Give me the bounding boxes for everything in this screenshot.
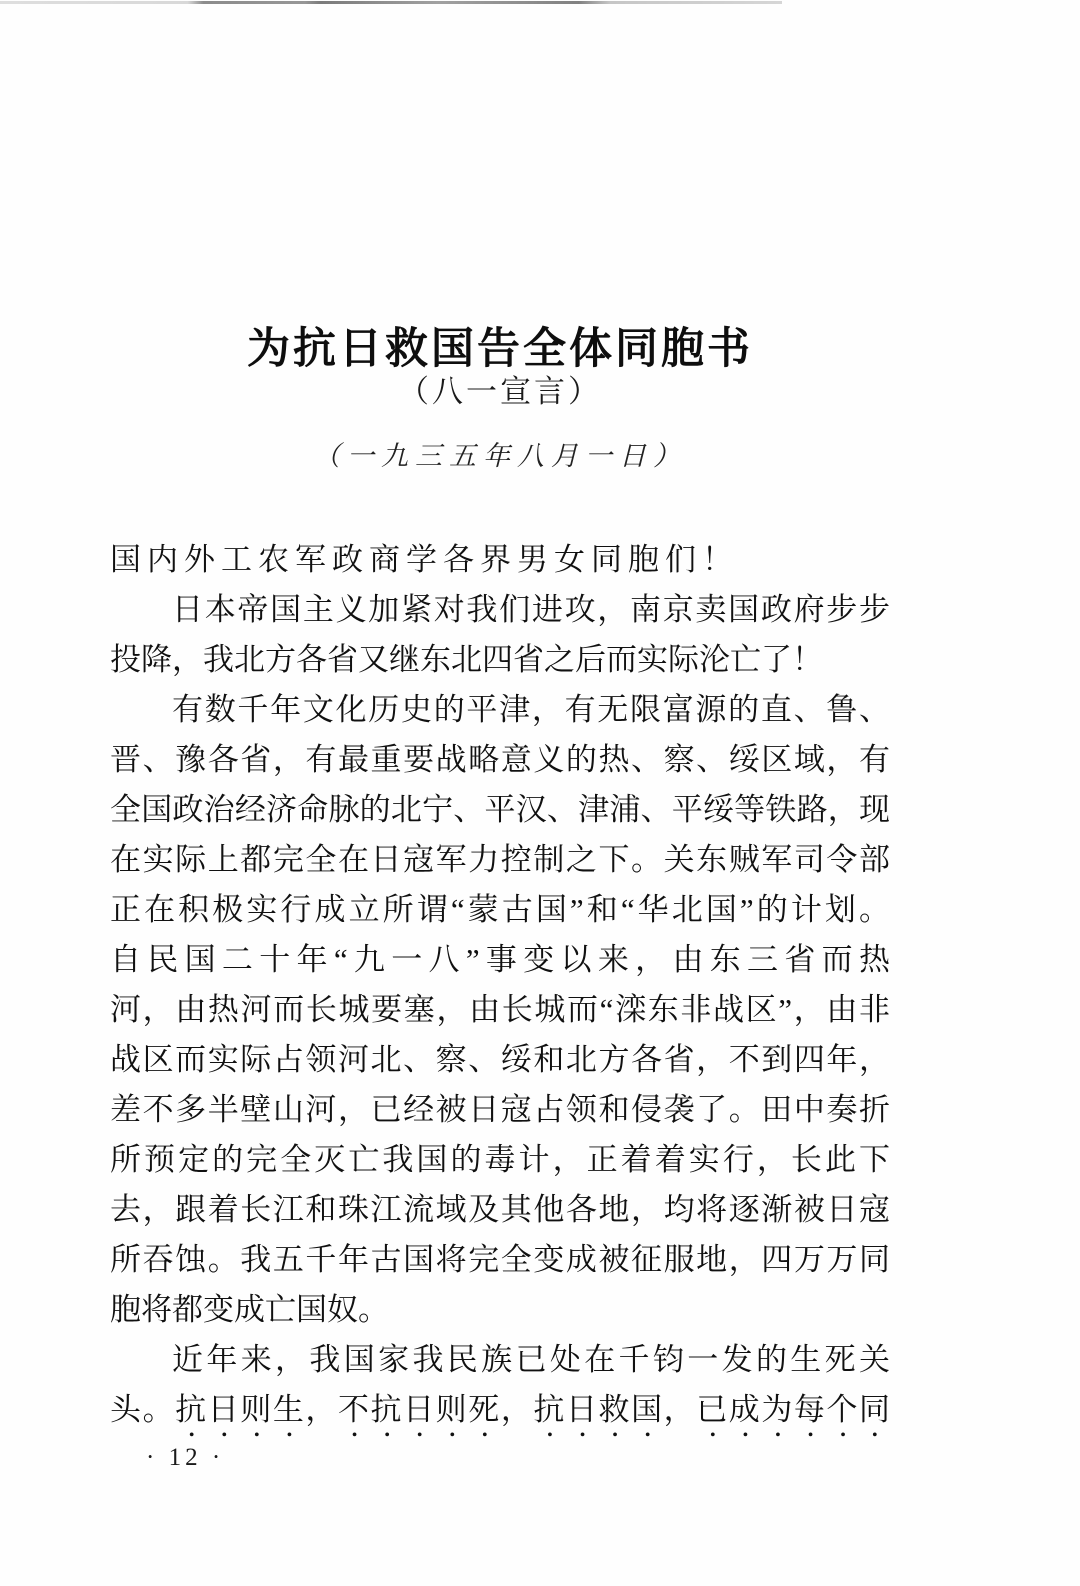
body-line: [110, 635, 890, 685]
emphasized-text: 已成为每个同: [696, 1392, 891, 1427]
body-line: [110, 1085, 890, 1135]
body-text-segment: 晋、豫各省，有最重要战略意义的热、察、绥区域，有: [110, 742, 890, 777]
body-line: [110, 835, 890, 885]
body-line: [110, 1185, 890, 1235]
body-text-segment: ，: [500, 1392, 534, 1427]
page-number: · 12 ·: [146, 1444, 225, 1471]
body-text-segment: 战区而实际占领河北、察、绥和北方各省，不到四年，: [110, 1042, 890, 1077]
body-text-segment: 正在积极实行成立所谓“蒙古国”和“华北国”的计划。: [110, 892, 890, 927]
document-title: 为抗日救国告全体同胞书: [247, 324, 753, 373]
body-line: [110, 985, 890, 1035]
body-text-segment: 在实际上都完全在日寇军力控制之下。关东贼军司令部: [110, 842, 890, 877]
body-line: [110, 585, 890, 635]
body-text-segment: ，: [305, 1392, 338, 1427]
body-line: [110, 1385, 890, 1444]
body-line: [110, 1335, 890, 1385]
body-text-segment: 自民国二十年“九一八”事变以来，由东三省而热: [110, 942, 890, 977]
body-line: [110, 785, 890, 835]
body-text-segment: 近年来，我国家我民族已处在千钧一发的生死关: [172, 1342, 890, 1377]
body-line: [110, 935, 890, 985]
body-text-segment: 日本帝国主义加紧对我们进攻，南京卖国政府步步: [172, 592, 890, 627]
emphasized-text: 抗日救国: [533, 1392, 664, 1427]
emphasized-text: 不抗日则死: [337, 1392, 501, 1427]
body-text-segment: 差不多半壁山河，已经被日寇占领和侵袭了。田中奏折: [110, 1092, 890, 1127]
body-text-segment: ，: [663, 1392, 697, 1427]
body-text-segment: 投降，我北方各省又继东北四省之后而实际沦亡了！: [110, 642, 823, 677]
body-line: [110, 685, 890, 735]
body-line: [110, 1235, 890, 1285]
document-date-line: （一九三五年八月一日）: [313, 441, 687, 471]
body-text-segment: 国内外工农军政商学各界男女同胞们！: [110, 542, 739, 577]
body-line: [110, 885, 890, 935]
body-line: [110, 735, 890, 785]
body-text-segment: 胞将都变成亡国奴。: [110, 1292, 389, 1327]
body-text-segment: 全国政治经济命脉的北宁、平汉、津浦、平绥等铁路，现: [110, 792, 890, 827]
body-text: [110, 535, 890, 1444]
body-text-segment: 河，由热河而长城要塞，由长城而“滦东非战区”，由非: [110, 992, 890, 1027]
body-line: [110, 1035, 890, 1085]
body-line: [110, 1135, 890, 1185]
body-text-segment: 头。: [110, 1392, 176, 1427]
body-text-segment: 去，跟着长江和珠江流域及其他各地，均将逐渐被日寇: [110, 1192, 890, 1227]
body-text-segment: 有数千年文化历史的平津，有无限富源的直、鲁、: [172, 692, 890, 727]
body-line: [110, 535, 890, 585]
body-text-segment: 所吞蚀。我五千年古国将完全变成被征服地，四万万同: [110, 1242, 890, 1277]
emphasized-text: 抗日则生: [175, 1392, 306, 1427]
body-text-segment: 所预定的完全灭亡我国的毒计，正着着实行，长此下: [110, 1142, 890, 1177]
scan-edge-artifact: [0, 1, 782, 4]
body-line: [110, 1285, 890, 1335]
document-subtitle: （八一宣言）: [398, 374, 602, 409]
